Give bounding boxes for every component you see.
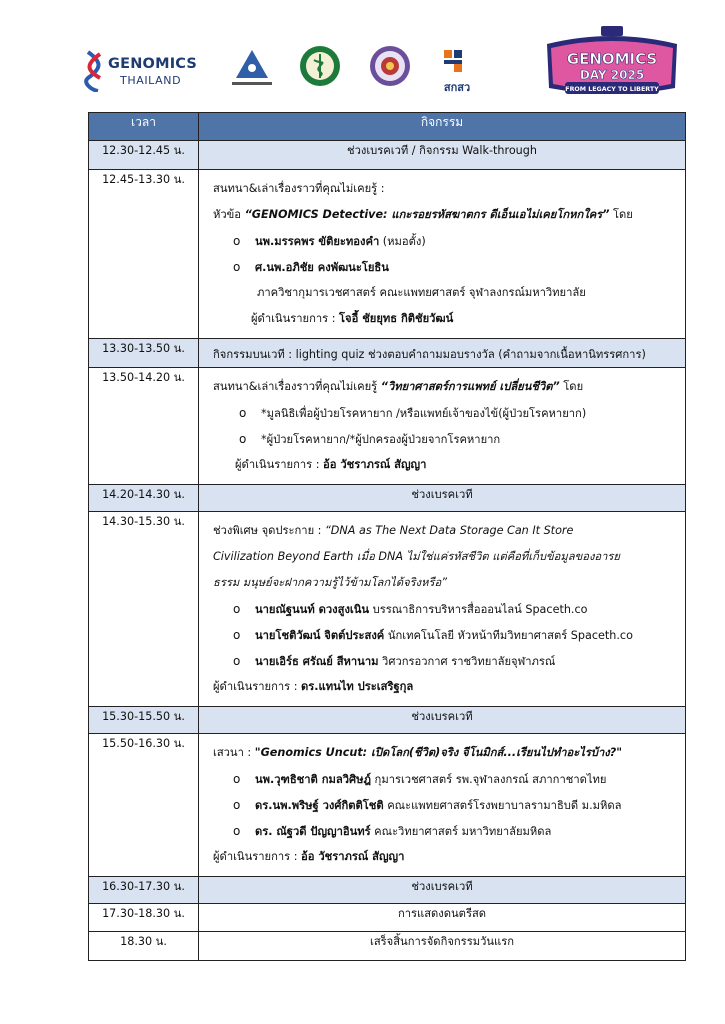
moderator-name: อ้อ วัชราภรณ์ สัญญา — [301, 850, 405, 863]
genomics-thailand-title: GENOMICS — [108, 56, 198, 72]
bullet-icon: o — [233, 824, 241, 838]
speaker-item — [213, 254, 675, 280]
session-topic: “วิทยาศาสตร์การแพทย์ เปลี่ยนชีวิต” — [380, 380, 560, 393]
speaker-name: นพ.มรรคพร ขัติยะทองคำ — [255, 235, 380, 248]
bullet-icon: o — [233, 602, 241, 616]
row-activity: ช่วงเบรคเวที — [199, 485, 686, 512]
row-time: 12.45-13.30 น. — [89, 170, 199, 339]
speaker-item: o นพ.วุฑธิชาติ กมลวิศิษฎ์ กุมารเวชศาสตร์ รพ.จุฬาลงกรณ์ สภากาชาดไทย — [213, 766, 675, 792]
table-row — [89, 707, 686, 734]
schedule-table — [88, 112, 686, 961]
row-activity: ช่วงเบรคเวที — [199, 707, 686, 734]
table-row — [89, 170, 686, 339]
row-time: 14.20-14.30 น. — [89, 485, 199, 512]
session-topic-line: ช่วงพิเศษ จุดประกาย : “DNA as The Next Data Storage Can It Store — [213, 524, 574, 537]
row-time: 14.30-15.30 น. — [89, 512, 199, 707]
row-activity: ช่วงเบรคเวที / กิจกรรม Walk-through — [199, 141, 686, 170]
session-intro: สนทนา&เล่าเรื่องราวที่คุณไม่เคยรู้ : — [213, 182, 385, 195]
genomics-thailand-logo — [84, 50, 204, 90]
row-time: 15.30-15.50 น. — [89, 707, 199, 734]
session-topic-line: ธรรม มนุษย์จะฝากความรู้ไว้ข้ามโลกได้จริงหรือ” — [213, 576, 448, 589]
row-time: 12.30-12.45 น. — [89, 141, 199, 170]
speaker-item: o *มูลนิธิเพื่อผู้ป่วยโรคหายาก /หรือแพทย์เจ้าของไข้(ผู้ป่วยโรคหายาก) — [213, 400, 675, 426]
speaker-item: o นายณัฐนนท์ ดวงสูงเนิน บรรณาธิการบริหารสื่อออนไลน์ Spaceth.co — [213, 596, 675, 622]
row-time: 13.50-14.20 น. — [89, 368, 199, 485]
session-topic-line: Civilization Beyond Earth เมื่อ DNA ไม่ใช่แค่รหัสชีวิต แต่คือที่เก็บข้อมูลของอารย — [213, 550, 620, 563]
logo-bar — [0, 22, 725, 104]
speaker-item: o นพ.มรรคพร ขัติยะทองคำ (หมอตั้ง) — [213, 228, 675, 254]
table-header-row — [89, 113, 686, 141]
speaker-name: นายโชติวัฒน์ จิตต์ประสงค์ — [255, 629, 385, 642]
genomics-thailand-subtitle: THAILAND — [120, 74, 182, 87]
speaker-item: o *ผู้ป่วยโรคหายาก/*ผู้ปกครองผู้ป่วยจากโรคหายาก — [213, 426, 675, 452]
session-topic: "Genomics Uncut: เปิดโลก(ชีวิต)จริง จีโนมิกส์...เรียนไปทำอะไรบ้าง?" — [254, 746, 623, 759]
bullet-icon: o — [233, 772, 241, 786]
moderator-line: ผู้ดำเนินรายการ : อ้อ วัชราภรณ์ สัญญา — [213, 850, 405, 863]
row-time: 17.30-18.30 น. — [89, 904, 199, 932]
speaker-name: นายณัฐนนท์ ดวงสูงเนิน — [255, 603, 370, 616]
speaker-item: o นายโชติวัฒน์ จิตต์ประสงค์ นักเทคโนโลยี หัวหน้าทีมวิทยาศาสตร์ Spaceth.co — [213, 622, 675, 648]
row-time: 18.30 น. — [89, 932, 199, 961]
row-activity — [199, 512, 686, 707]
moderator-line: ผู้ดำเนินรายการ : ดร.แทนไท ประเสริฐกุล — [213, 680, 414, 693]
table-row — [89, 734, 686, 877]
speaker-name: ศ.นพ.อภิชัย คงพัฒนะโยธิน — [255, 261, 389, 274]
bullet-icon: o — [233, 654, 241, 668]
speaker-name: ดร.นพ.พริษฐ์ วงศ์กิตติโชติ — [255, 799, 384, 812]
session-topic-line: เสวนา : "Genomics Uncut: เปิดโลก(ชีวิต)จริง จีโนมิกส์...เรียนไปทำอะไรบ้าง?" — [213, 746, 623, 759]
table-row — [89, 512, 686, 707]
tsri-logo-icon — [440, 48, 474, 74]
table-row — [89, 485, 686, 512]
moderator-line: ผู้ดำเนินรายการ : อ้อ วัชราภรณ์ สัญญา — [235, 458, 427, 471]
hsri-logo-icon — [228, 46, 276, 90]
table-row — [89, 877, 686, 904]
bullet-icon: o — [233, 798, 241, 812]
session-topic-line: หัวข้อ “GENOMICS Detective: แกะรอยรหัสฆาตกร ดีเอ็นเอไม่เคยโกหกใคร” โดย — [213, 208, 633, 221]
row-activity: กิจกรรมบนเวที : lighting quiz ช่วงตอบคำถามมอบรางวัล (คำถามจากเนื้อหานิทรรศการ) — [199, 339, 686, 368]
university-seal-icon — [368, 44, 412, 88]
bullet-icon: o — [233, 234, 241, 248]
bullet-icon: o — [233, 628, 241, 642]
tsri-label: สกสว — [443, 81, 471, 94]
row-activity — [199, 170, 686, 339]
row-activity — [199, 368, 686, 485]
dna-helix-icon — [84, 50, 106, 92]
row-activity: การแสดงดนตรีสด — [199, 904, 686, 932]
tsri-logo — [440, 48, 474, 94]
table-row — [89, 904, 686, 932]
bullet-icon: o — [239, 432, 247, 446]
row-activity — [199, 734, 686, 877]
speaker-item: o ดร. ณัฐวดี ปัญญาอินทร์ คณะวิทยาศาสตร์ มหาวิทยาลัยมหิดล — [213, 818, 675, 844]
svg-text:DAY 2025: DAY 2025 — [579, 68, 645, 82]
moderator-name: อ้อ วัชราภรณ์ สัญญา — [323, 458, 427, 471]
speaker-name: นพ.วุฑธิชาติ กมลวิศิษฎ์ — [255, 773, 371, 786]
moderator-name: โจอี้ ชัยยุทธ กิติชัยวัฒน์ — [339, 312, 454, 325]
table-row — [89, 141, 686, 170]
session-topic-line: สนทนา&เล่าเรื่องราวที่คุณไม่เคยรู้ “วิทยาศาสตร์การแพทย์ เปลี่ยนชีวิต” โดย — [213, 380, 584, 393]
svg-text:GENOMICS: GENOMICS — [566, 50, 658, 68]
row-activity: เสร็จสิ้นการจัดกิจกรรมวันแรก — [199, 932, 686, 961]
table-row — [89, 339, 686, 368]
row-activity: ช่วงเบรคเวที — [199, 877, 686, 904]
row-time: 16.30-17.30 น. — [89, 877, 199, 904]
header-time: เวลา — [89, 113, 199, 141]
moderator-name: ดร.แทนไท ประเสริฐกุล — [301, 680, 414, 693]
moph-seal-icon — [298, 44, 342, 88]
speaker-name: ดร. ณัฐวดี ปัญญาอินทร์ — [255, 825, 371, 838]
speaker-item: o ดร.นพ.พริษฐ์ วงศ์กิตติโชติ คณะแพทยศาสตร์โรงพยาบาลรามาธิบดี ม.มหิดล — [213, 792, 675, 818]
moderator-line: ผู้ดำเนินรายการ : โจอี้ ชัยยุทธ กิติชัยวัฒน์ — [251, 312, 454, 325]
svg-text:FROM LEGACY TO LIBERTY: FROM LEGACY TO LIBERTY — [565, 86, 659, 93]
speaker-name: นายเอิร์ธ ศรัณย์ สีหานาม — [255, 655, 379, 668]
bullet-icon: o — [233, 260, 241, 274]
table-row — [89, 932, 686, 961]
header-activity: กิจกรรม — [199, 113, 686, 141]
session-topic: “DNA as The Next Data Storage Can It Store — [325, 524, 574, 537]
speaker-affiliation: ภาควิชากุมารเวชศาสตร์ คณะแพทยศาสตร์ จุฬาลงกรณ์มหาวิทยาลัย — [257, 286, 586, 299]
table-row — [89, 368, 686, 485]
speaker-item: o นายเอิร์ธ ศรัณย์ สีหานาม วิศวกรอวกาศ ราชวิทยาลัยจุฬาภรณ์ — [213, 648, 675, 674]
row-time: 15.50-16.30 น. — [89, 734, 199, 877]
row-time: 13.30-13.50 น. — [89, 339, 199, 368]
session-topic: “GENOMICS Detective: แกะรอยรหัสฆาตกร ดีเอ็นเอไม่เคยโกหกใคร” — [244, 208, 610, 221]
bullet-icon: o — [239, 406, 247, 420]
genomics-day-2025-logo — [537, 26, 687, 104]
